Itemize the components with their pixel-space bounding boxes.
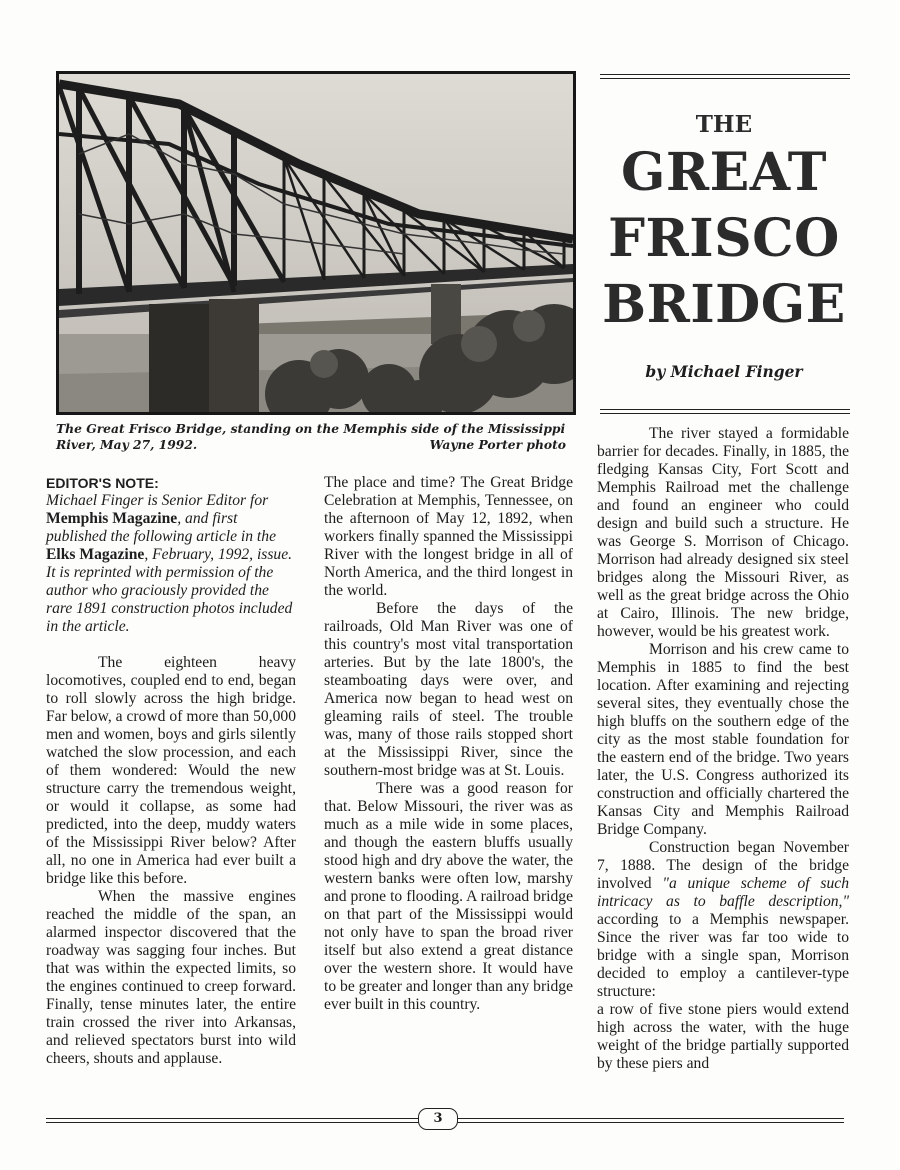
editor-note-text-3: , February, 1992, issue. It is reprinted with permission of the author who graciously provided the rare 1891 construction photos included in the article.: [46, 546, 293, 635]
paragraph-text: according to a Memphis newspaper. Since the river was far too wide to bridge with a single span, Morrison decided to employ a cantilever-type structure:: [597, 911, 849, 1000]
photo-credit: Wayne Porter photo: [429, 437, 566, 452]
title-frisco: FRISCO: [608, 208, 840, 269]
paragraph: There was a good reason for that. Below Missouri, the river was as much as a mile wide in some places, and though the eastern bluffs usually stood high and dry above the water, the western banks were often low, marshy and prone to flooding. A railroad bridge on that part of the Mississippi would not only have to span the broad river itself but also extend a great distance over the western shore. It would have to be greater and longer than any bridge ever built in this country.: [324, 780, 573, 1013]
title-rule-top: [600, 74, 850, 79]
page-number: 3: [418, 1108, 458, 1130]
editor-note-text-1: Michael Finger is Senior Editor for: [46, 492, 269, 509]
bridge-photo-image: [59, 74, 573, 412]
article-column-2: [324, 474, 573, 1014]
editor-note-heading: EDITOR'S NOTE:: [46, 475, 159, 491]
paragraph: a row of five stone piers would extend high across the water, with the huge weight of the bridge partially supported by these piers and: [597, 1001, 849, 1072]
paragraph: The river stayed a formidable barrier for decades. Finally, in 1885, the fledging Kansas City, Fort Scott and Memphis Railroad met the challenge and found an engineer who could design and build such a structure. He was George S. Morrison of Chicago. Morrison had already designed six steel bridges along the Missouri River, as well as the great bridge across the Ohio at Cairo, Illinois. The new bridge, however, would be his greatest work.: [597, 425, 849, 640]
editor-note: [46, 474, 298, 636]
editor-note-magazine-1: Memphis Magazine: [46, 510, 178, 527]
paragraph: The place and time? The Great Bridge Celebration at Memphis, Tennessee, on the afternoon of May 12, 1892, when workers finally spanned the Mississippi River with the longest bridge in all of North America, and the third longest in the world.: [324, 474, 573, 599]
paragraph-text: Construction began November 7, 1888. The design of the bridge involved: [597, 839, 849, 892]
byline: by Michael Finger: [645, 362, 803, 381]
newspaper-quote: "a unique scheme of such intricacy as to baffle description,": [597, 875, 849, 910]
title-the: THE: [695, 111, 753, 138]
paragraph: [597, 839, 849, 1001]
paragraph: Morrison and his crew came to Memphis in 1885 to find the best location. After examining and rejecting several sites, they eventually chose the high bluffs on the southern edge of the city as the most stable foundation for the eastern end of the bridge. Two years later, the U.S. Congress authorized its construction and officially chartered the Kansas City and Memphis Railroad Bridge Company.: [597, 641, 849, 838]
title-great: GREAT: [621, 142, 827, 203]
article-title: [598, 110, 850, 338]
article-column-1: [46, 654, 296, 1068]
caption-text: The Great Frisco Bridge, standing on the Memphis side of the Mississippi River, May 27, 1992.: [56, 421, 566, 452]
article-column-3: [597, 425, 849, 1073]
paragraph: When the massive engines reached the middle of the span, an alarmed inspector discovered that the roadway was sagging four inches. But that was within the expected limits, so the engines continued to creep forward. Finally, tense minutes later, the entire train crossed the river into Arkansas, and relieved spectators burst into wild cheers, shouts and applause.: [46, 888, 296, 1067]
editor-note-text-2: , and first published the following article in the: [46, 510, 276, 545]
editor-note-magazine-2: Elks Magazine: [46, 546, 145, 563]
title-bridge: BRIDGE: [602, 274, 846, 335]
photo-caption: [56, 421, 570, 453]
paragraph: The eighteen heavy locomotives, coupled end to end, began to roll slowly across the high bridge. Far below, a crowd of more than 50,000 men and women, boys and girls silently watched the slow procession, and each of them wondered: Would the new structure carry the tremendous weight, or would it collapse, as some had predicted, into the deep, muddy waters of the Mississippi River below? After all, no one in America had ever built a bridge like this before.: [46, 654, 296, 887]
bridge-photo: [56, 71, 576, 415]
title-rule-bottom: [600, 409, 850, 414]
paragraph: Before the days of the railroads, Old Man River was one of this country's most vital transportation arteries. But by the late 1800's, the steamboating days were over, and America now began to head west on gleaming rails of steel. The trouble was, many of those rails stopped short at the Mississippi River, since the southern-most bridge was at St. Louis.: [324, 600, 573, 779]
